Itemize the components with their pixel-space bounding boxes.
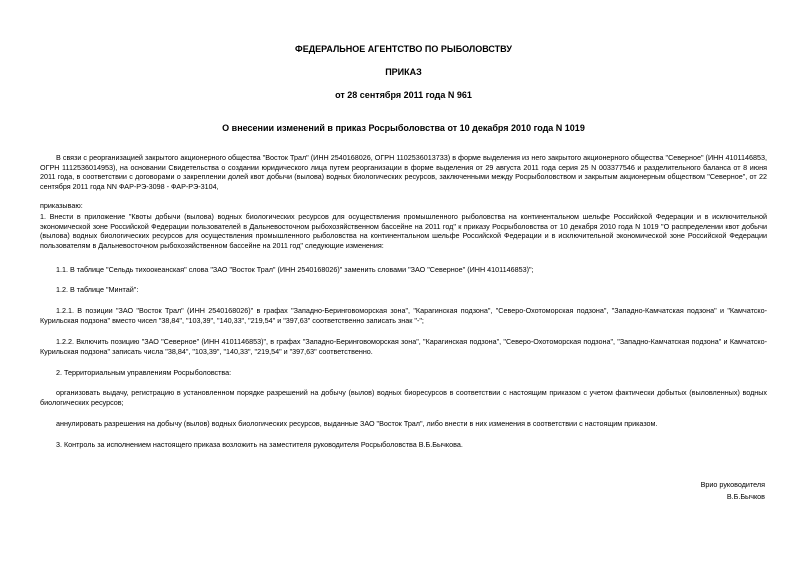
clause-1-2-1: 1.2.1. В позиции "ЗАО "Восток Трал" (ИНН 2540168026)" в графах "Западно-Беринговоморская зона", "Карагинская подзона", "Северо-Охотоморская подзона", "Западно-Камчатская подзона" и "Камчатско-Курильская подзона" вместо чисел "38,84", "103,39", "140,33", "219,54" и "397,63" соответственно записать знак "-";: [40, 306, 767, 325]
clause-1: 1. Внести в приложение "Квоты добычи (вылова) водных биологических ресурсов для осуществления промышленного рыболовства на континентальном шельфе Российской Федерации и в исключительной экономической зоне Российской Федерации пользователей в Дальневосточном рыбохозяйственном бассейне на 2011 год" к приказу Росрыболовства от 10 декабря 2010 года N 1019 "О распределении квот добычи (вылова) водных биологических ресурсов для осуществления промышленного рыболовства на континентальном шельфе Российской Федерации и в исключительной экономической зоне Российской Федерации пользователям в Дальневосточном рыбохозяйственном бассейне на 2011 год" следующие изменения:: [40, 212, 767, 250]
clause-2: 2. Территориальным управлениям Росрыболовства:: [56, 368, 232, 377]
clause-1-2-2: 1.2.2. Включить позицию "ЗАО "Северное" (ИНН 4101146853)", в графах "Западно-Беринговоморская зона", "Карагинская подзона", "Северо-Охотоморская подзона", "Западно-Камчатская подзона" и Камчатско-Курильская подзона" записать числа "38,84", "103,39", "140,33", "219,54" и "397,63" соответственно.: [40, 337, 767, 356]
clause-1-1: 1.1. В таблице "Сельдь тихоокеанская" слова "ЗАО "Восток Трал" (ИНН 2540168026)" заменить словами "ЗАО "Северное" (ИНН 4101146853)";: [56, 265, 534, 274]
signatory-name: В.Б.Бычков: [726, 492, 765, 501]
order-word: приказываю:: [40, 201, 83, 210]
clause-1-2: 1.2. В таблице "Минтай":: [56, 285, 139, 294]
clause-2-a: организовать выдачу, регистрацию в установленном порядке разрешений на добычу (вылов) водных биоресурсов в соответствии с настоящим приказом с учетом фактически добытых (выловленных) водных биологических ресурсов;: [40, 388, 767, 407]
document-date-number: от 28 сентября 2011 года N 961: [335, 90, 472, 100]
preamble-paragraph: В связи с реорганизацией закрытого акционерного общества "Восток Трал" (ИНН 2540168026, ОГРН 1102536013733) в форме выделения из него закрытого акционерного общества "Северное" (ИНН 4101146853, ОГРН 1112536014953), на основании Свидетельства о создании юридического лица путем реорганизации в форме выделения от 29 августа 2011 года серия 25 N 003377546 и разделительного баланса от 8 июня 2011 года, в соответствии с договорами о закреплении долей квот добычи (вылова) водных биологических ресурсов, заключенными между Росрыболовством и закрытым акционерным обществом "Северное", от 22 сентября 2011 года NN ФАР-РЭ-3098 - ФАР-РЭ-3104,: [40, 153, 767, 191]
document-title: О внесении изменений в приказ Росрыболовства от 10 декабря 2010 года N 1019: [222, 123, 585, 133]
document-type: ПРИКАЗ: [385, 67, 422, 77]
clause-2-b: аннулировать разрешения на добычу (вылов) водных биологических ресурсов, выданные ЗАО "Восток Трал", либо внести в них изменения в соответствии с настоящим приказом.: [56, 419, 658, 428]
signatory-position: Врио руководителя: [700, 480, 765, 489]
agency-name: ФЕДЕРАЛЬНОЕ АГЕНТСТВО ПО РЫБОЛОВСТВУ: [295, 44, 512, 54]
clause-3: 3. Контроль за исполнением настоящего приказа возложить на заместителя руководителя Росрыболовства В.Б.Бычкова.: [56, 440, 463, 449]
